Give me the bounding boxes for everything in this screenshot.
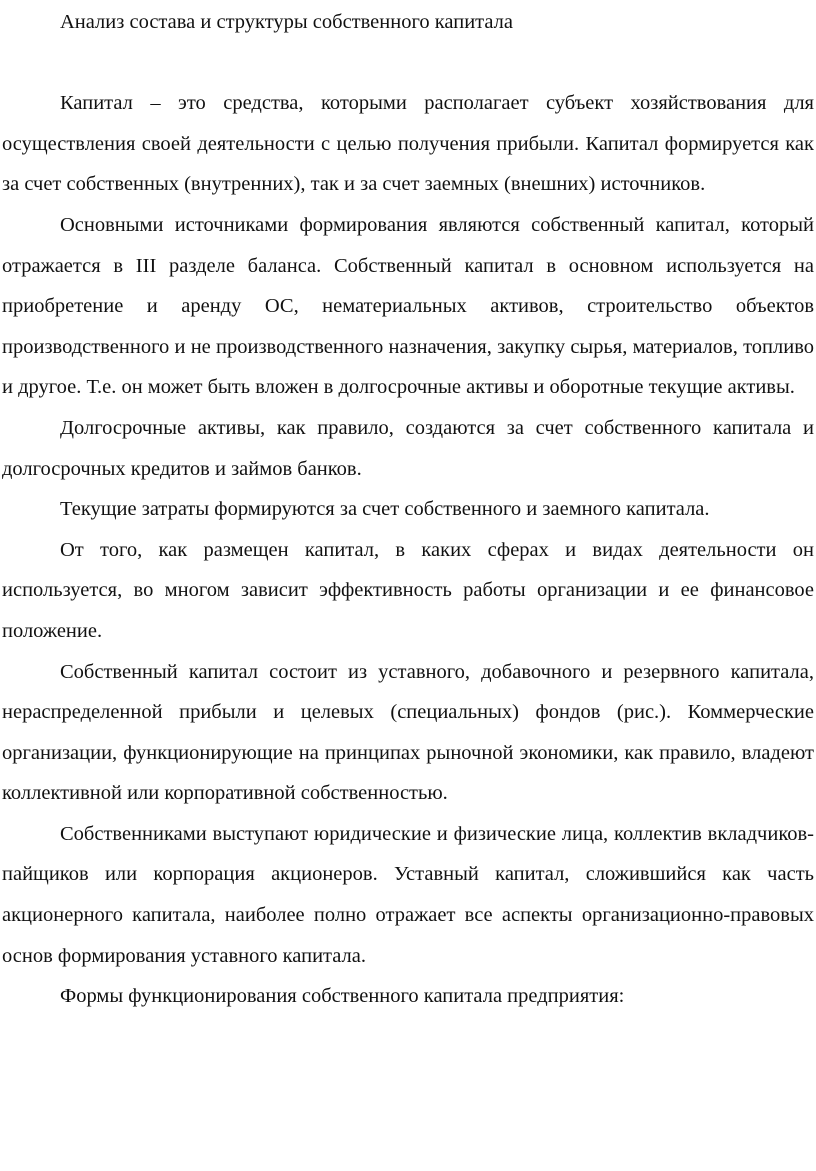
document-title: Анализ состава и структуры собственного капитала	[60, 11, 513, 33]
paragraph-owners: Собственниками выступают юридические и физические лица, коллектив вкладчиков-пайщиков или корпорация акционеров. Уставный капитал, сложившийся как часть акционерного капитала, наиболее полно отражает все аспекты организационно-правовых основ формирования уставного капитала.	[2, 822, 814, 967]
paragraph-formation-sources: Основными источниками формирования являются собственный капитал, который отражается в III разделе баланса. Собственный капитал в основном используется на приобретение и аренду ОС, нематериальных активов, строительство объектов производственного и не производственного назначения, закупку сырья, материалов, топливо и другое. Т.е. он может быть вложен в долгосрочные активы и оборотные текущие активы.	[2, 213, 814, 399]
paragraph-current-costs: Текущие затраты формируются за счет собственного и заемного капитала.	[60, 498, 710, 521]
paragraph-equity-forms: Формы функционирования собственного капитала предприятия:	[60, 985, 625, 1008]
paragraph-capital-definition: Капитал – это средства, которыми располагает субъект хозяйствования для осуществления своей деятельности с целью получения прибыли. Капитал формируется как за счет собственных (внутренних), так и за счет заемных (внешних) источников.	[2, 92, 814, 196]
paragraph-equity-composition: Собственный капитал состоит из уставного, добавочного и резервного капитала, нераспределенной прибыли и целевых (специальных) фондов (рис.). Коммерческие организации, функционирующие на принципах рыночной экономики, как правило, владеют коллективной или корпоративной собственностью.	[2, 660, 814, 805]
paragraph-capital-placement: От того, как размещен капитал, в каких сферах и видах деятельности он используется, во многом зависит эффективность работы организации и ее финансовое положение.	[2, 538, 814, 642]
paragraph-long-term-assets: Долгосрочные активы, как правило, создаются за счет собственного капитала и долгосрочных кредитов и займов банков.	[2, 416, 814, 480]
